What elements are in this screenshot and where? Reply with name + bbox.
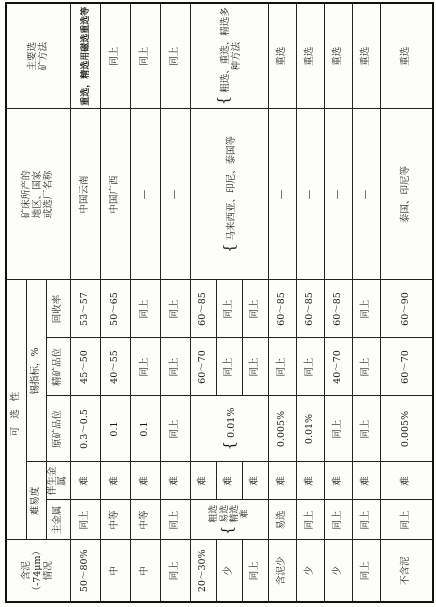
table-row [131, 3, 161, 602]
cell-raw-grade: 0.005% [269, 396, 297, 462]
header-conc-grade: 精矿品位 [46, 338, 71, 396]
cell-assoc-metal: 难 [71, 462, 101, 500]
cell-method: 重选 [353, 3, 381, 109]
cell-recovery: 60～85 [191, 280, 217, 338]
cell-raw-grade: 0.005% [381, 396, 433, 462]
cell-method: { 粗选、重选、精选多种方法 [191, 3, 269, 109]
cell-recovery: 60～85 [269, 280, 297, 338]
cell-conc-grade: 同上 [297, 338, 325, 396]
cell-mud: 少 [217, 540, 243, 602]
cell-region: — [161, 109, 191, 280]
cell-mud: 少 [297, 540, 325, 602]
cell-assoc-metal: 难 [217, 462, 243, 500]
cell-mud: 同上 [353, 540, 381, 602]
cell-region: — [269, 109, 297, 280]
brace-icon: { [218, 525, 237, 536]
cell-method: 同上 [131, 3, 161, 109]
cell-mud: 少 [325, 540, 353, 602]
cell-region: 泰国、印尼等 [381, 109, 433, 280]
table-row [381, 3, 433, 602]
cell-conc-grade: 同上 [353, 338, 381, 396]
cell-raw-grade: 同上 [325, 396, 353, 462]
cell-main-metal: 同上 [353, 500, 381, 540]
header-tin-index: 锡指标，% [26, 280, 46, 462]
table-row [269, 3, 297, 602]
cell-method: 重选 [381, 3, 433, 109]
cell-assoc-metal: 难 [353, 462, 381, 500]
cell-assoc-metal: 难 [243, 462, 269, 500]
cell-region: — [131, 109, 161, 280]
cell-conc-grade: 同上 [161, 338, 191, 396]
cell-region: — [353, 109, 381, 280]
cell-main-metal: 中等 [131, 500, 161, 540]
header-region: 矿床所产的 地区、国家 或选厂名称 [6, 109, 71, 280]
cell-recovery: 同上 [353, 280, 381, 338]
cell-raw-grade: { 0.01% [191, 396, 269, 462]
header-recovery: 回收率 [46, 280, 71, 338]
cell-raw-grade: 同上 [353, 396, 381, 462]
cell-recovery: 50～65 [101, 280, 131, 338]
cell-assoc-metal: 难 [101, 462, 131, 500]
cell-mud: 20～30% [191, 540, 217, 602]
cell-raw-grade: 同上 [161, 396, 191, 462]
cell-assoc-metal: 难 [161, 462, 191, 500]
table-row [297, 3, 325, 602]
cell-region: 中国云南 [71, 109, 101, 280]
cell-mud: 同上 [161, 540, 191, 602]
cell-mud: 中 [131, 540, 161, 602]
rotated-table-container [5, 4, 431, 603]
header-assoc-metal: 伴生金属 [46, 462, 71, 500]
cell-assoc-metal: 难 [381, 462, 433, 500]
cell-main-metal: 同上 [381, 500, 433, 540]
cell-assoc-metal: 难 [131, 462, 161, 500]
cell-method: 同上 [161, 3, 191, 109]
cell-recovery: 同上 [161, 280, 191, 338]
cell-recovery: 53～57 [71, 280, 101, 338]
cell-method: 同上 [101, 3, 131, 109]
cell-method: 重选 [269, 3, 297, 109]
cell-recovery: 同上 [131, 280, 161, 338]
cell-recovery: 同上 [217, 280, 243, 338]
cell-conc-grade: 40～55 [101, 338, 131, 396]
cell-conc-grade: 40～70 [325, 338, 353, 396]
cell-raw-grade: 0.01% [297, 396, 325, 462]
cell-conc-grade: 同上 [269, 338, 297, 396]
header-mud: 含泥 （-74μm） 情况 [6, 540, 71, 602]
header-selectability: 可选性 [6, 280, 26, 540]
header-raw-grade: 原矿品位 [46, 396, 71, 462]
cell-region: { 马来西亚、印尼、泰国等 [191, 109, 269, 280]
cell-recovery: 60～90 [381, 280, 433, 338]
header-main-metal: 主金属 [46, 500, 71, 540]
cell-conc-grade: 同上 [217, 338, 243, 396]
cell-main-metal: 中等 [101, 500, 131, 540]
header-difficulty: 难易度 [26, 462, 46, 540]
cell-raw-grade: 0.3～0.5 [71, 396, 101, 462]
cell-method: 重选，精选用磁选重选等 [71, 3, 101, 109]
table-row [191, 3, 217, 602]
table-row [353, 3, 381, 602]
cell-assoc-metal: 难 [297, 462, 325, 500]
cell-mud: 中 [101, 540, 131, 602]
cell-recovery: 60～85 [297, 280, 325, 338]
cell-raw-grade: 0.1 [101, 396, 131, 462]
cell-main-metal: 易选 [269, 500, 297, 540]
cell-mud: 同上 [243, 540, 269, 602]
cell-assoc-metal: 难 [191, 462, 217, 500]
cell-mud: 不含泥 [381, 540, 433, 602]
cell-method: 重选 [297, 3, 325, 109]
cell-assoc-metal: 难 [325, 462, 353, 500]
cell-conc-grade: 同上 [243, 338, 269, 396]
cell-assoc-metal: 难 [269, 462, 297, 500]
brace-icon: { [219, 243, 238, 254]
cell-main-metal: 同上 [161, 500, 191, 540]
cell-main-metal: { 粗选易选精选难 [191, 500, 269, 540]
cell-mud: 含泥少 [269, 540, 297, 602]
table-row [161, 3, 191, 602]
cell-main-metal: 同上 [325, 500, 353, 540]
table-row [101, 3, 131, 602]
cell-conc-grade: 45～50 [71, 338, 101, 396]
table-row [71, 3, 101, 602]
cell-conc-grade: 60～70 [191, 338, 217, 396]
table-row [325, 3, 353, 602]
cell-region: 中国广西 [101, 109, 131, 280]
cell-recovery: 60～85 [325, 280, 353, 338]
cell-mud: 50～80% [71, 540, 101, 602]
cell-recovery: 同上 [243, 280, 269, 338]
cell-region: — [325, 109, 353, 280]
cell-main-metal: 同上 [297, 500, 325, 540]
brace-icon: { [219, 440, 238, 451]
cell-raw-grade: 0.1 [131, 396, 161, 462]
tin-ore-selectability-table [5, 2, 434, 603]
brace-icon: { [214, 95, 233, 106]
cell-region: — [297, 109, 325, 280]
cell-conc-grade: 60～70 [381, 338, 433, 396]
cell-main-metal: 同上 [71, 500, 101, 540]
cell-method: 重选 [325, 3, 353, 109]
cell-conc-grade: 同上 [131, 338, 161, 396]
header-method: 主要选 矿方法 [6, 3, 71, 109]
